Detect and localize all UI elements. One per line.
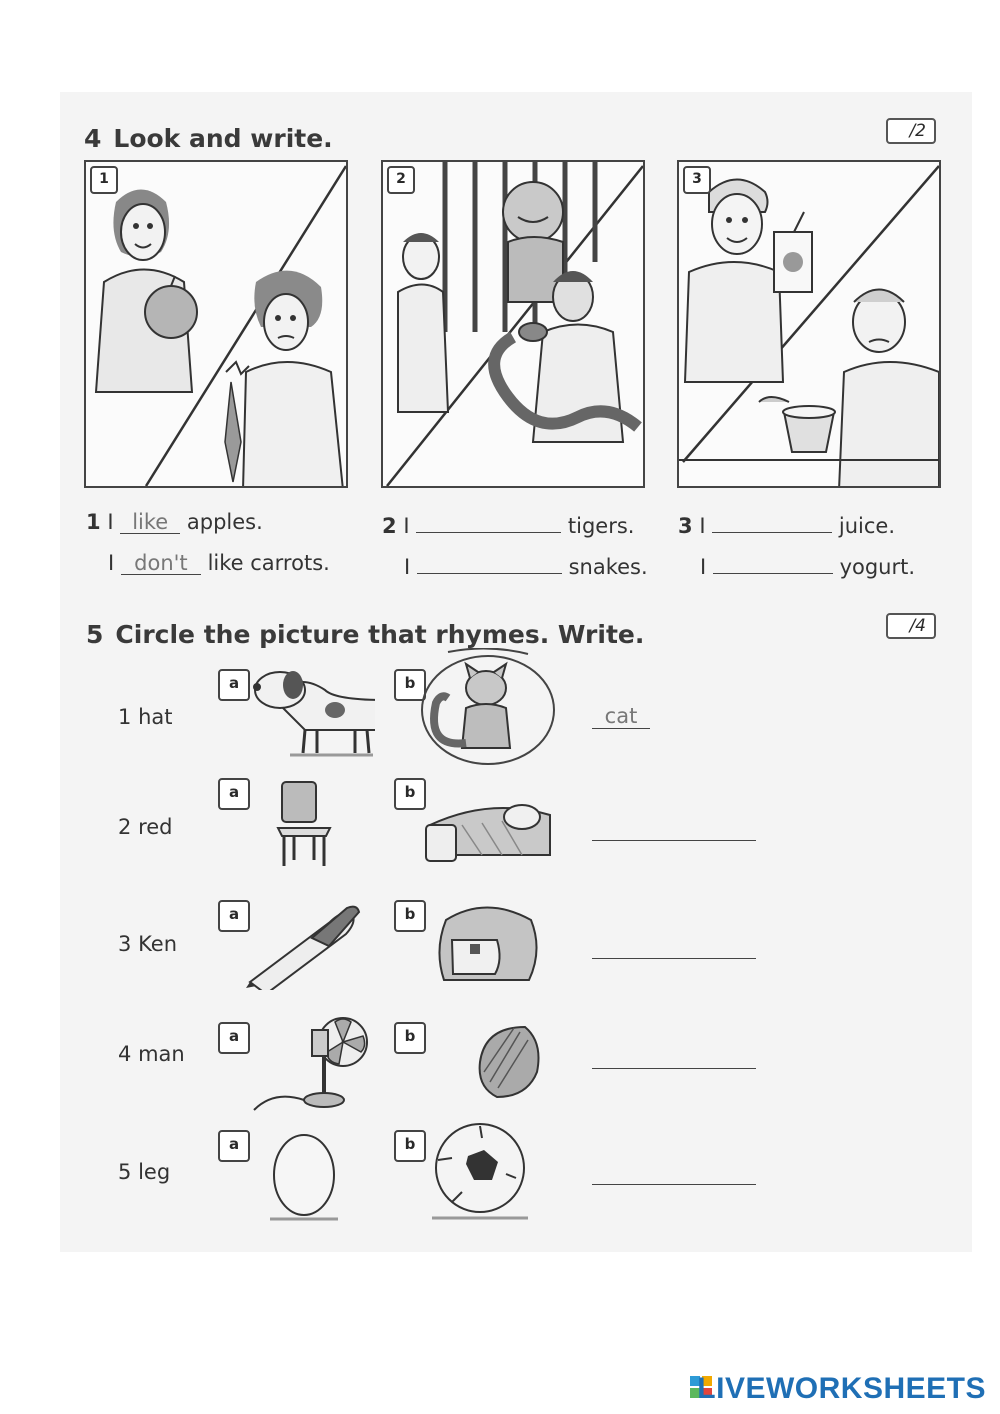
answer-line[interactable] — [592, 816, 756, 841]
section-title: Circle the picture that rhymes. Write. — [115, 620, 645, 649]
sentence-pronoun: I — [107, 510, 114, 534]
answer-line[interactable] — [592, 934, 756, 959]
item-number: 3 — [118, 932, 132, 956]
tigers-snakes-illustration — [383, 162, 645, 488]
bag-icon[interactable] — [432, 900, 547, 990]
sentence-ending: tigers. — [567, 514, 635, 538]
sentence-ending: apples. — [186, 510, 263, 534]
item-word: red — [138, 815, 173, 839]
option-a-box: a — [218, 669, 250, 701]
section-5-score-box: /4 — [886, 613, 936, 639]
sentence-pronoun: I — [404, 555, 411, 579]
sentence-3a — [678, 510, 895, 538]
chair-icon[interactable] — [270, 778, 340, 870]
answer-line[interactable]: cat — [592, 704, 650, 729]
sentence-pronoun: I — [700, 555, 707, 579]
answer-line[interactable] — [592, 1160, 756, 1185]
egg-icon[interactable] — [264, 1125, 344, 1225]
sentence-pronoun: I — [108, 551, 115, 575]
answer-blank[interactable] — [712, 510, 832, 533]
sentence-pronoun: I — [699, 514, 706, 538]
bed-icon[interactable] — [422, 795, 562, 875]
section-number: 4 — [84, 124, 102, 153]
item-word: leg — [138, 1160, 171, 1184]
item-3-word — [118, 932, 177, 956]
sentence-3b — [700, 551, 915, 579]
fan-icon[interactable] — [248, 1000, 378, 1115]
sentence-1b — [108, 551, 330, 575]
item-word: Ken — [138, 932, 178, 956]
sentence-ending: juice. — [838, 514, 896, 538]
sentence-number: 1 — [86, 510, 101, 534]
answer-blank[interactable]: like — [120, 511, 180, 534]
item-number: 5 — [118, 1160, 132, 1184]
item-number: 4 — [118, 1042, 132, 1066]
option-a-box: a — [218, 900, 250, 932]
item-4-word — [118, 1042, 185, 1066]
sentence-2a — [382, 510, 634, 538]
option-b-box: b — [394, 669, 426, 701]
option-b-box: b — [394, 778, 426, 810]
answer-blank[interactable] — [713, 551, 833, 574]
sentence-pronoun: I — [403, 514, 410, 538]
section-4-heading — [84, 124, 333, 153]
option-b-box: b — [394, 1022, 426, 1054]
sentence-ending: snakes. — [568, 555, 648, 579]
picture-panel-2 — [381, 160, 645, 488]
cat-icon[interactable] — [418, 648, 558, 768]
item-number: 1 — [118, 705, 132, 729]
panel-number: 3 — [683, 166, 711, 194]
item-5-word — [118, 1160, 170, 1184]
item-number: 2 — [118, 815, 132, 839]
sentence-2b — [404, 551, 648, 579]
sentence-ending: like carrots. — [207, 551, 330, 575]
pen-icon[interactable] — [240, 900, 370, 990]
section-number: 5 — [86, 620, 104, 649]
sentence-number: 2 — [382, 514, 397, 538]
panel-number: 1 — [90, 166, 118, 194]
like-apples-dislike-carrots-illustration — [86, 162, 348, 488]
option-a-box: a — [218, 778, 250, 810]
shell-icon[interactable] — [470, 1022, 550, 1102]
answer-blank[interactable] — [417, 551, 562, 574]
panel-number: 2 — [387, 166, 415, 194]
ball-icon[interactable] — [428, 1118, 532, 1226]
item-2-word — [118, 815, 173, 839]
option-b-box: b — [394, 900, 426, 932]
section-4-score-box: /2 — [886, 118, 936, 144]
picture-panel-3 — [677, 160, 941, 488]
option-a-box: a — [218, 1022, 250, 1054]
option-b-box: b — [394, 1130, 426, 1162]
item-1-word — [118, 705, 172, 729]
sentence-ending: yogurt. — [839, 555, 916, 579]
sentence-number: 3 — [678, 514, 693, 538]
answer-blank[interactable]: don't — [121, 552, 201, 575]
picture-panel-1 — [84, 160, 348, 488]
sentence-1a — [86, 510, 263, 534]
item-word: hat — [138, 705, 173, 729]
section-title: Look and write. — [113, 124, 333, 153]
juice-yogurt-illustration — [679, 162, 941, 488]
liveworksheets-brand[interactable]: LIVEWORKSHEETS — [697, 1372, 986, 1405]
item-word: man — [138, 1042, 185, 1066]
answer-line[interactable] — [592, 1044, 756, 1069]
option-a-box: a — [218, 1130, 250, 1162]
answer-blank[interactable] — [416, 510, 561, 533]
dog-icon[interactable] — [245, 655, 375, 760]
section-5-heading — [86, 620, 644, 649]
